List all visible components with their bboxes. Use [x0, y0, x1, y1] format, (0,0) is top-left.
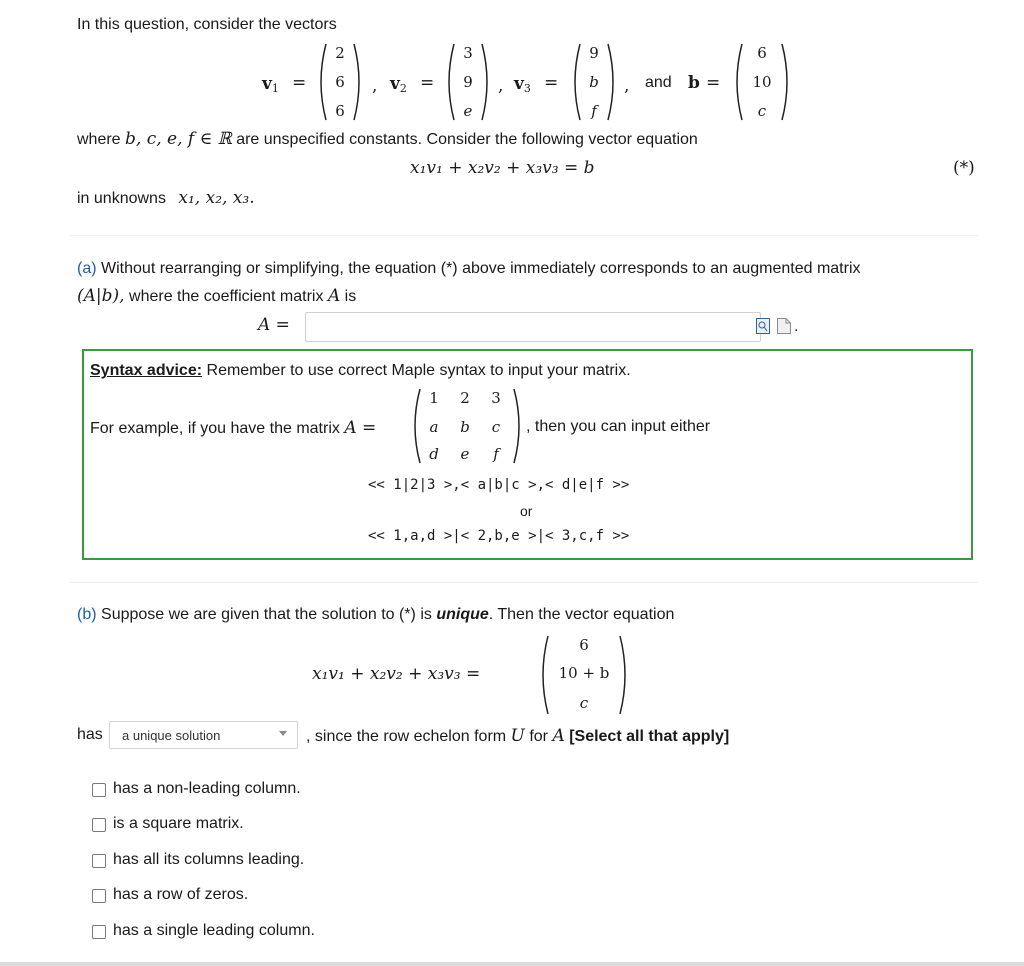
matrix-cell: b [460, 418, 470, 436]
document-icon[interactable] [777, 318, 791, 334]
matrix-cell: 3 [491, 389, 501, 407]
option-checkbox-4[interactable] [92, 889, 106, 903]
rhs-vector [540, 632, 628, 718]
option-checkbox-2[interactable] [92, 818, 106, 832]
syntax-code-1: << 1|2|3 >,< a|b|c >,< d|e|f >> [368, 477, 630, 493]
comma: , [372, 76, 378, 96]
select-value: a unique solution [122, 728, 221, 743]
example-text: For example, if you have the matrix A = [90, 418, 377, 438]
v1-entry-2: 6 [335, 73, 345, 91]
vector-equation: x₁v₁ + x₂v₂ + x₃v₃ = b [410, 158, 595, 178]
matrix-cell: c [491, 418, 501, 436]
equation-tag: (*) [953, 158, 975, 178]
syntax-code-2: << 1,a,d >|< 2,b,e >|< 3,c,f >> [368, 528, 630, 544]
divider [70, 235, 978, 236]
v1-label: $v_1$ [262, 74, 279, 95]
part-a-label: (a) [77, 260, 97, 277]
syntax-advice-text: Syntax advice: Remember to use correct Maple syntax to input your matrix. [90, 362, 631, 379]
rhs-entry-1: 6 [579, 636, 589, 654]
b-entry-1: 6 [757, 44, 767, 62]
v2-vector [446, 40, 490, 124]
v3-entry-3: f [591, 102, 597, 120]
comma: , [624, 76, 630, 96]
part-b-equation: x₁v₁ + x₂v₂ + x₃v₃ = [312, 664, 481, 684]
v2-label: $v_2$ [390, 74, 407, 95]
matrix-cell: 1 [429, 389, 439, 407]
since-text: , since the row echelon form U for A [Select all that apply] [306, 726, 730, 746]
matrix-cell: a [429, 418, 439, 436]
or-text: or [520, 503, 533, 519]
part-b-question: (b) Suppose we are given that the solution to (*) is unique. Then the vector equation [77, 606, 675, 623]
v3-entry-1: 9 [589, 44, 599, 62]
rhs-entry-3: c [579, 694, 589, 712]
v3-vector [572, 40, 616, 124]
b-equals: = [706, 73, 721, 93]
b-vector [734, 40, 790, 124]
matrix-cell: f [493, 445, 499, 463]
v3-entry-2: b [589, 73, 599, 91]
chevron-down-icon [279, 731, 287, 736]
option-checkbox-3[interactable] [92, 854, 106, 868]
v3-label: $v_3$ [514, 74, 531, 95]
option-label-2: is a square matrix. [113, 815, 244, 832]
has-text: has [77, 726, 103, 743]
example-post-text: , then you can input either [526, 418, 711, 435]
option-checkbox-5[interactable] [92, 925, 106, 939]
b-entry-2: 10 [752, 73, 772, 91]
and-text: and [645, 74, 672, 91]
matrix-cell: d [429, 445, 439, 463]
b-entry-3: c [757, 102, 767, 120]
bottom-bar [0, 962, 1024, 966]
v2-equals: = [420, 73, 435, 93]
v2-entry-2: 9 [463, 73, 473, 91]
a-equals-label: A = [258, 315, 290, 335]
intro-text: In this question, consider the vectors [77, 16, 337, 33]
b-label: b [688, 73, 700, 93]
divider [70, 582, 978, 583]
comma: , [498, 76, 504, 96]
v3-equals: = [544, 73, 559, 93]
where-text: where b, c, e, f ∈ ℝ are unspecified constants. Consider the following vector equation [77, 129, 698, 149]
option-label-5: has a single leading column. [113, 922, 315, 939]
matrix-cell: 2 [460, 389, 470, 407]
part-a-question-line2: (A|b), where the coefficient matrix A is [77, 286, 357, 306]
option-label-1: has a non-leading column. [113, 780, 301, 797]
option-label-3: has all its columns leading. [113, 851, 305, 868]
v1-entry-1: 2 [335, 44, 345, 62]
matrix-a-input[interactable] [305, 312, 761, 342]
solution-type-select[interactable] [109, 721, 298, 749]
option-label-4: has a row of zeros. [113, 886, 249, 903]
rhs-entry-2: 10 + b [558, 664, 610, 682]
v2-entry-1: 3 [463, 44, 473, 62]
option-checkbox-1[interactable] [92, 783, 106, 797]
preview-icon[interactable] [756, 318, 770, 334]
v2-entry-3: e [463, 102, 473, 120]
matrix-cell: e [460, 445, 470, 463]
period: . [794, 318, 799, 335]
v1-vector [318, 40, 362, 124]
part-a-question: (a) Without rearranging or simplifying, the equation (*) above immediately corresponds to an augmented matrix [77, 260, 861, 277]
example-matrix [412, 385, 522, 467]
v1-entry-3: 6 [335, 102, 345, 120]
part-b-label: (b) [77, 606, 97, 623]
unknowns-text: in unknowns x₁, x₂, x₃. [77, 188, 255, 208]
v1-equals: = [292, 73, 307, 93]
